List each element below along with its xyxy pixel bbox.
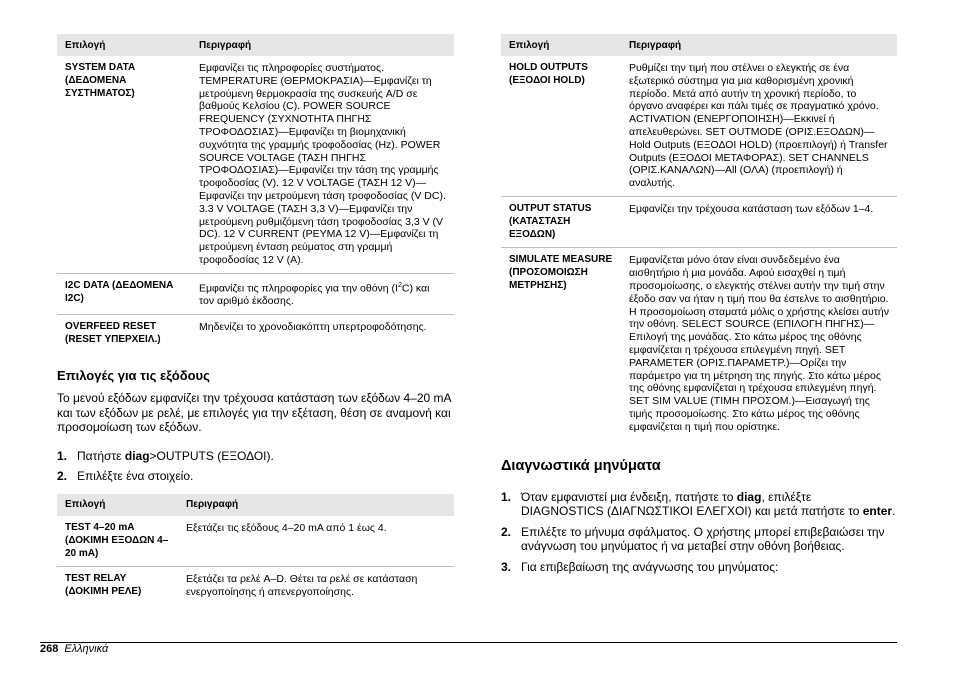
- description-cell: Μηδενίζει το χρονοδιακόπτη υπερτροφοδότησης.: [199, 320, 427, 333]
- step-number: 2.: [57, 469, 68, 484]
- outputs-options-table: [501, 34, 897, 440]
- step-text: Όταν εμφανιστεί μια ένδειξη, πατήστε το: [521, 489, 737, 504]
- header-option: Επιλογή: [57, 494, 178, 516]
- header-option: Επιλογή: [501, 34, 621, 56]
- diagnostics-heading: Διαγνωστικά μηνύματα: [501, 457, 661, 474]
- desc-text: C) και τον αριθμό έκδοσης.: [199, 282, 430, 308]
- step-number: 2.: [501, 524, 512, 539]
- header-description: Περιγραφή: [191, 34, 454, 56]
- step-text: Πατήστε: [77, 448, 125, 463]
- option-cell: SIMULATE MEASURE (ΠΡΟΣΟΜΟΙΩΣΗ ΜΕΤΡΗΣΗΣ): [509, 254, 613, 291]
- desc-text: Εμφανίζει τις πληροφορίες για την οθόνη (I: [199, 282, 398, 295]
- option-cell: HOLD OUTPUTS (ΕΞΟΔΟΙ HOLD): [501, 56, 621, 196]
- step-item: [501, 525, 897, 554]
- option-cell: OVERFEED RESET (RESET ΥΠΕΡΧΕΙΛ.): [65, 320, 161, 345]
- step-number: 3.: [501, 559, 512, 574]
- description-cell: Εμφανίζει τις πληροφορίες συστήματος. TEMPERATURE (ΘΕΡΜΟΚΡΑΣΙΑ)—Εμφανίζει τη μετρούμενη θερμοκρασία της συσκευής A/D σε βαθμούς Κελσίου (C). POWER SOURCE FREQUENCY (ΣΥΧΝΟΤΗΤΑ ΠΗΓΗΣ ΤΡΟΦΟΔΟΣΙΑΣ)—Εμφανίζει τη βιομηχανική συχνότητα της γραμμής τροφοδοσίας (Hz). POWER SOURCE VOLTAGE (ΤΑΣΗ ΠΗΓΗΣ ΤΡΟΦΟΔΟΣΙΑΣ)—Εμφανίζει την τάση της γραμμής τροφοδοσίας (V). 12 V VOLTAGE (ΤΑΣΗ 12 V)—Εμφανίζει την μετρούμενη τάση τροφοδοσίας (V DC). 3.3 V VOLTAGE (ΤΑΣΗ 3,3 V)—Εμφανίζει την μετρούμενη ρυθμιζόμενη τάση τροφοδοσίας 3,3 V (V DC). 12 V CURRENT (ΡΕΥΜΑ 12 V)—Εμφανίζει τη μετρούμενη ένταση ρεύματος στη γραμμή τροφοδοσίας 12 V (A).: [191, 56, 454, 273]
- table-header-row: [501, 34, 897, 56]
- step-keyword: enter: [862, 504, 893, 519]
- step-item: [501, 560, 897, 575]
- option-cell: TEST 4–20 mA (ΔΟΚΙΜΗ ΕΞΟΔΩΝ 4–20 mA): [57, 516, 178, 567]
- step-item: [501, 490, 897, 519]
- step-text: Επιλέξτε ένα στοιχείο.: [77, 469, 194, 484]
- option-cell: I2C DATA (ΔΕΔΟΜΕΝΑ I2C): [57, 273, 191, 314]
- right-column: [501, 34, 897, 574]
- option-cell: TEST RELAY (ΔΟΚΙΜΗ ΡΕΛΕ): [65, 573, 142, 598]
- outputs-steps: [57, 449, 454, 484]
- step-text: Για επιβεβαίωση της ανάγνωσης του μηνύματος:: [521, 559, 779, 574]
- header-option: Επιλογή: [57, 34, 191, 56]
- step-keyword: diag: [124, 448, 150, 463]
- outputs-table: [57, 494, 454, 605]
- header-description: Περιγραφή: [178, 494, 454, 516]
- description-cell: Εξετάζει τα ρελέ A–D. Θέτει τα ρελέ σε κατάσταση ενεργοποίησης ή απενεργοποίησης.: [186, 573, 418, 599]
- table-row: [501, 56, 897, 196]
- step-number: 1.: [501, 489, 512, 504]
- table-row: [57, 314, 454, 352]
- step-item: [57, 469, 454, 484]
- page-number: 268: [40, 643, 59, 655]
- diagnostics-steps: [501, 490, 897, 575]
- outputs-heading: Επιλογές για τις εξόδους: [57, 368, 210, 384]
- outputs-intro: Το μενού εξόδων εμφανίζει την τρέχουσα κατάσταση των εξόδων 4–20 mA και των εξόδων με ρελέ, με επιλογές για την εξέταση, θέση σε αναμονή και προσομοίωση των εξόδων.: [57, 391, 451, 435]
- description-cell: Εμφανίζει την τρέχουσα κατάσταση των εξόδων 1–4.: [621, 196, 897, 247]
- description-cell: Ρυθμίζει την τιμή που στέλνει ο ελεγκτής σε ένα εξωτερικό σύστημα για μια καθορισμένη χρονική περίοδο. Μετά από αυτήν τη χρονική περίοδο, το όργανο αναφέρει και πάλι τιμές σε πραγματικό χρόνο. ACTIVATION (ΕΝΕΡΓΟΠΟΙΗΣΗ)—Εκκινεί ή απελευθερώνει. SET OUTMODE (ΟΡΙΣ.ΕΞΟΔΩΝ)—Hold Outputs (ΕΞΟΔΟΙ HOLD) (προεπιλογή) ή Transfer Outputs (ΕΞΟΔΟΙ ΜΕΤΑΦΟΡΑΣ). SET CHANNELS (ΟΡΙΣ.ΚΑΝΑΛΩΝ)—All (ΟΛΑ) (προεπιλογή) ή αναλυτής.: [621, 56, 897, 196]
- description-cell: [191, 273, 454, 314]
- table-row: [57, 273, 454, 314]
- description-cell: Εμφανίζεται μόνο όταν είναι συνδεδεμένο ένα αισθητήριο ή μια μονάδα. Αφού εισαχθεί η τιμή προσομοίωσης, ο ελεγκτής στέλνει αυτήν την τιμή στην έξοδο σαν να ήταν η τιμή που θα έστελνε το αισθητήριο. Η προσομοίωση σταματά μόλις ο χρήστης κλείσει αυτήν την οθόνη. SELECT SOURCE (ΕΠΙΛΟΓΗ ΠΗΓΗΣ)—Επιλογή της μονάδας. Στο κάτω μέρος της οθόνης εμφανίζεται η τρέχουσα επιλεγμένη πηγή. SET PARAMETER (ΟΡΙΣ.ΠΑΡΑΜΕΤΡ.)—Ορίζει την παράμετρο για τη μέτρηση της πηγής. Στο κάτω μέρος της οθόνης εμφανίζεται η τρέχουσα επιλεγμένη πηγή. SET SIM VALUE (ΤΙΜΗ ΠΡΟΣΟΜ.)—Εισαγωγή της τιμής προσομοίωσης. Στο κάτω μέρος της οθόνης εμφανίζεται η τιμή που ορίστηκε.: [629, 254, 889, 433]
- step-text: >OUTPUTS (ΕΞΟΔΟΙ).: [149, 448, 274, 463]
- table-header-row: [57, 494, 454, 516]
- table-row: [501, 248, 897, 440]
- step-text: .: [892, 504, 896, 519]
- step-item: [57, 449, 454, 464]
- description-cell: Εξετάζει τις εξόδους 4–20 mA από 1 έως 4.: [178, 516, 454, 567]
- system-options-table: [57, 34, 454, 352]
- left-column: [57, 34, 454, 605]
- step-keyword: diag: [736, 489, 762, 504]
- superscript: 2: [397, 281, 402, 289]
- step-text: , επιλέξτε DIAGNOSTICS (ΔΙΑΓΝΩΣΤΙΚΟΙ ΕΛΕΓΧΟΙ) και μετά πατήστε το: [521, 489, 863, 519]
- header-description: Περιγραφή: [621, 34, 897, 56]
- footer-divider: [40, 642, 897, 643]
- table-header-row: [57, 34, 454, 56]
- option-cell: OUTPUT STATUS (ΚΑΤΑΣΤΑΣΗ ΕΞΟΔΩΝ): [501, 196, 621, 247]
- table-row: [57, 56, 454, 273]
- step-number: 1.: [57, 448, 68, 463]
- step-text: Επιλέξτε το μήνυμα σφάλματος. Ο χρήστης μπορεί επιβεβαιώσει την ανάγνωση του μηνύματος ή να μεταβεί στην οθόνη βοήθειας.: [521, 524, 885, 554]
- page-footer: [40, 643, 108, 655]
- table-row: [501, 196, 897, 247]
- footer-language: Ελληνικά: [64, 643, 109, 655]
- table-row: [57, 567, 454, 605]
- option-cell: SYSTEM DATA (ΔΕΔΟΜΕΝΑ ΣΥΣΤΗΜΑΤΟΣ): [57, 56, 191, 273]
- table-row: [57, 516, 454, 567]
